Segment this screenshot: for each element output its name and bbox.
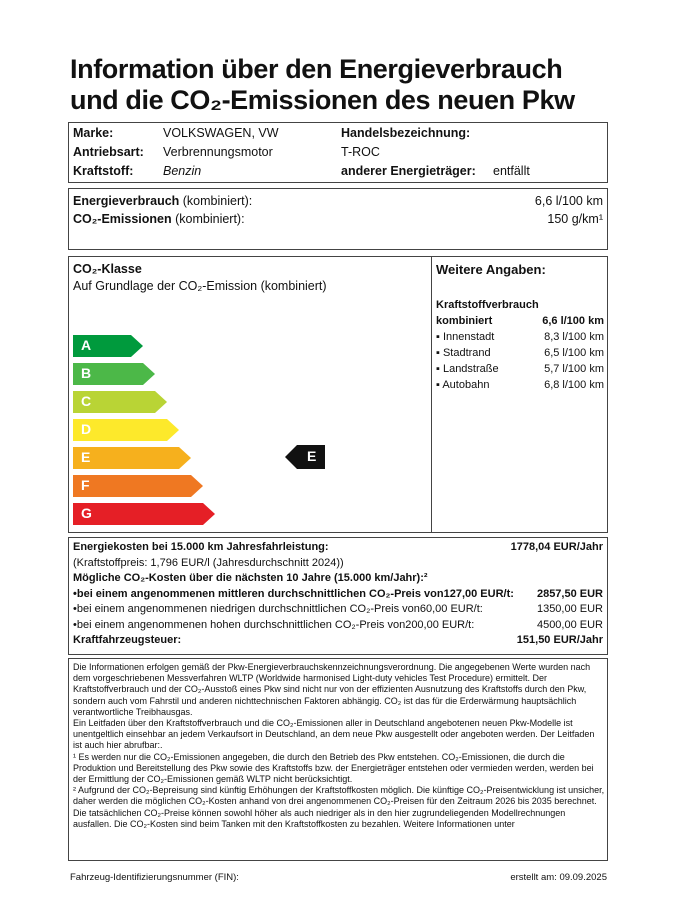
- drive-value: Verbrennungsmotor: [163, 145, 273, 159]
- class-bar-d: [73, 419, 179, 441]
- class-g-letter: G: [81, 505, 92, 521]
- class-bar-a: [73, 335, 143, 357]
- class-bar-f-arrow: [73, 475, 203, 497]
- class-bar-g: [73, 503, 215, 525]
- fuel-combined-label: kombiniert: [436, 315, 493, 327]
- class-bar-e: [73, 447, 191, 469]
- drive-label: Antriebsart:: [73, 145, 144, 159]
- brand-value: VOLKSWAGEN, VW: [163, 126, 279, 140]
- energy-consumption-label-bold: Energieverbrauch: [73, 194, 180, 208]
- fuel-row-value: 5,7 l/100 km: [544, 363, 604, 375]
- fuel-row-label: ▪ Innenstadt: [436, 331, 495, 343]
- co2-emissions-label-rest: (kombiniert):: [171, 212, 245, 226]
- co2-cost-low-value: 1350,00 EUR: [536, 603, 603, 615]
- class-d-letter: D: [81, 421, 92, 437]
- class-bar-b: [73, 363, 155, 385]
- title-line-2: und die CO₂-Emissionen des neuen Pkw: [70, 85, 575, 115]
- trade-name-value: T-ROC: [341, 145, 380, 159]
- class-e-letter: E: [81, 449, 91, 465]
- class-c-letter: C: [81, 393, 92, 409]
- current-class-pointer-shape: [285, 445, 325, 469]
- fuel-row-label: ▪ Stadtrand: [436, 347, 491, 359]
- co2-class-section: [68, 256, 608, 533]
- costs-section: [68, 537, 608, 655]
- note-paragraph: ¹ Es werden nur die CO₂-Emissionen angegeben, die durch den Betrieb des Pkw entstehen. CO₂-Emissionen, die durch die Produktion und Bereitstellung des Pkw sowie des Kraftstoffs bzw. der Energieträger entstehen oder vermieden werden, werden bei der Ermittlung der CO₂-Emissionen gemäß WLTP nicht berücksichtigt.: [73, 751, 594, 785]
- title-line-1: Information über den Energieverbrauch: [70, 54, 563, 84]
- co2-class-subheading: Auf Grundlage der CO₂-Emission (kombiniert): [73, 279, 327, 293]
- page-title: [70, 54, 630, 116]
- class-b-letter: B: [81, 365, 92, 381]
- vehicle-section: [68, 122, 608, 183]
- energy-consumption-value: 6,6 l/100 km: [534, 194, 603, 208]
- co2-cost-low-label: •bei einem angenommenen niedrigen durchschnittlichen CO₂-Preis von60,00 EUR/t:: [73, 603, 483, 615]
- fuel-row-value: 8,3 l/100 km: [544, 331, 604, 343]
- co2-cost-high-label: •bei einem angenommenen hohen durchschnittlichen CO₂-Preis von200,00 EUR/t:: [73, 618, 475, 631]
- co2-cost-mid-label: •bei einem angenommenen mittleren durchschnittlichen CO₂-Preis von127,00 EUR/t:: [73, 587, 514, 600]
- vehicle-tax-label: Kraftfahrzeugsteuer:: [73, 634, 182, 646]
- fuel-row-label: ▪ Autobahn: [436, 379, 490, 391]
- consumption-section: [68, 188, 608, 250]
- class-bar-g-shape: [73, 503, 215, 525]
- class-bar-f-shape: [73, 475, 203, 497]
- energy-costs-label: Energiekosten bei 15.000 km Jahresfahrleistung:: [73, 541, 329, 553]
- fuel-row-label: ▪ Landstraße: [436, 363, 499, 375]
- created-date: erstellt am: 09.09.2025: [510, 872, 607, 883]
- note-paragraph: Ein Leitfaden über den Kraftstoffverbrauch und die CO₂-Emissionen aller in Deutschland angebotenen neuen Pkw-Modelle ist unentgeltlich einsehbar an jedem Verkaufsort in Deutschland, an dem neue Pkw ausgestellt oder angeboten werden. Der Leitfaden ist auch hier abrufbar:.: [73, 718, 595, 751]
- note-paragraph: Die Informationen erfolgen gemäß der Pkw-Energieverbrauchskennzeichnungsverordnung. Die angegebenen Werte wurden nach dem vorgeschriebenen Messverfahren WLTP (Worldwide harmonised Light-duty vehicles Test Procedure) ermittelt. Der Kraftstoffverbrauch und der CO₂-Ausstoß eines Pkw sind nicht nur von der effizienten Ausnutzung des Kraftstoffs durch den Pkw, sondern auch vom Fahrstil und anderen nichttechnischen Faktoren abhängig. CO₂ ist das für die Erderwärmung hauptsächlich verantwortliche Treibhausgas.: [73, 662, 591, 717]
- co2-costs-heading: Mögliche CO₂-Kosten über die nächsten 10 Jahre (15.000 km/Jahr):²: [73, 572, 428, 584]
- fuel-row-value: 6,8 l/100 km: [544, 379, 604, 391]
- class-bar-e-arrow: [73, 447, 191, 469]
- co2-cost-mid-row: [73, 587, 603, 603]
- fuel-combined-value: 6,6 l/100 km: [542, 315, 604, 327]
- note-paragraph: ² Aufgrund der CO₂-Bepreisung sind künftig Erhöhungen der Kraftstoffkosten möglich. Die künftige CO₂-Preisentwicklung ist unsicher, daher werden die möglichen CO₂-Kosten anhand von drei angenommenen CO₂-Preisen für den Zeitraum 2026 bis 2035 berechnet. Die tatsächlichen CO₂-Preise können sowohl höher als auch niedriger als in den hier zugrundeliegenden Modellrechnungen ausfallen. Die CO₂-Kosten sind beim Tanken mit den Kraftstoffkosten zu bezahlen. Weitere Informationen unter: [73, 785, 605, 829]
- class-bar-g-arrow: [73, 503, 215, 525]
- other-energy-label: anderer Energieträger:: [341, 164, 476, 178]
- co2-emissions-label: [73, 211, 245, 228]
- co2-emissions-value: 150 g/km¹: [547, 212, 603, 226]
- energy-costs-value: 1778,04 EUR/Jahr: [510, 541, 603, 553]
- co2-cost-high-row: [73, 618, 603, 634]
- co2-cost-low-row: [73, 602, 603, 618]
- vehicle-tax-row: [73, 633, 603, 649]
- class-bar-c: [73, 391, 167, 413]
- vin-label: Fahrzeug-Identifizierungsnummer (FIN):: [70, 872, 239, 883]
- other-energy-value: entfällt: [493, 164, 530, 178]
- co2-cost-mid-value: 2857,50 EUR: [536, 587, 603, 600]
- co2-class-heading: CO₂-Klasse: [73, 262, 142, 276]
- co2-emissions-label-bold: CO₂-Emissionen: [73, 212, 172, 226]
- co2-cost-high-value: 4500,00 EUR: [536, 618, 603, 631]
- fuel-price-note: (Kraftstoffpreis: 1,796 EUR/l (Jahresdurchschnitt 2024)): [73, 556, 344, 569]
- class-bar-e-shape: [73, 447, 191, 469]
- energy-consumption-label: [73, 193, 252, 210]
- class-f-letter: F: [81, 477, 90, 493]
- trade-name-label: Handelsbezeichnung:: [341, 126, 471, 140]
- class-a-letter: A: [81, 337, 92, 353]
- vehicle-tax-value: 151,50 EUR/Jahr: [516, 634, 603, 646]
- notes-section: [68, 658, 608, 861]
- fuel-consumption-heading: Kraftstoffverbrauch: [436, 299, 539, 311]
- further-info-heading: Weitere Angaben:: [436, 262, 546, 277]
- energy-costs-row: [73, 540, 603, 556]
- fuel-value: Benzin: [163, 164, 202, 178]
- energy-consumption-label-rest: (kombiniert):: [179, 194, 253, 208]
- class-bar-f: [73, 475, 203, 497]
- further-info-panel: [432, 257, 608, 532]
- current-class-pointer: [285, 445, 325, 469]
- fuel-row-value: 6,5 l/100 km: [544, 347, 604, 359]
- current-class-letter: E: [307, 448, 317, 464]
- current-class-arrow: [285, 445, 325, 469]
- fuel-label: Kraftstoff:: [73, 164, 134, 178]
- brand-label: Marke:: [73, 126, 114, 140]
- notes-text: [73, 662, 605, 830]
